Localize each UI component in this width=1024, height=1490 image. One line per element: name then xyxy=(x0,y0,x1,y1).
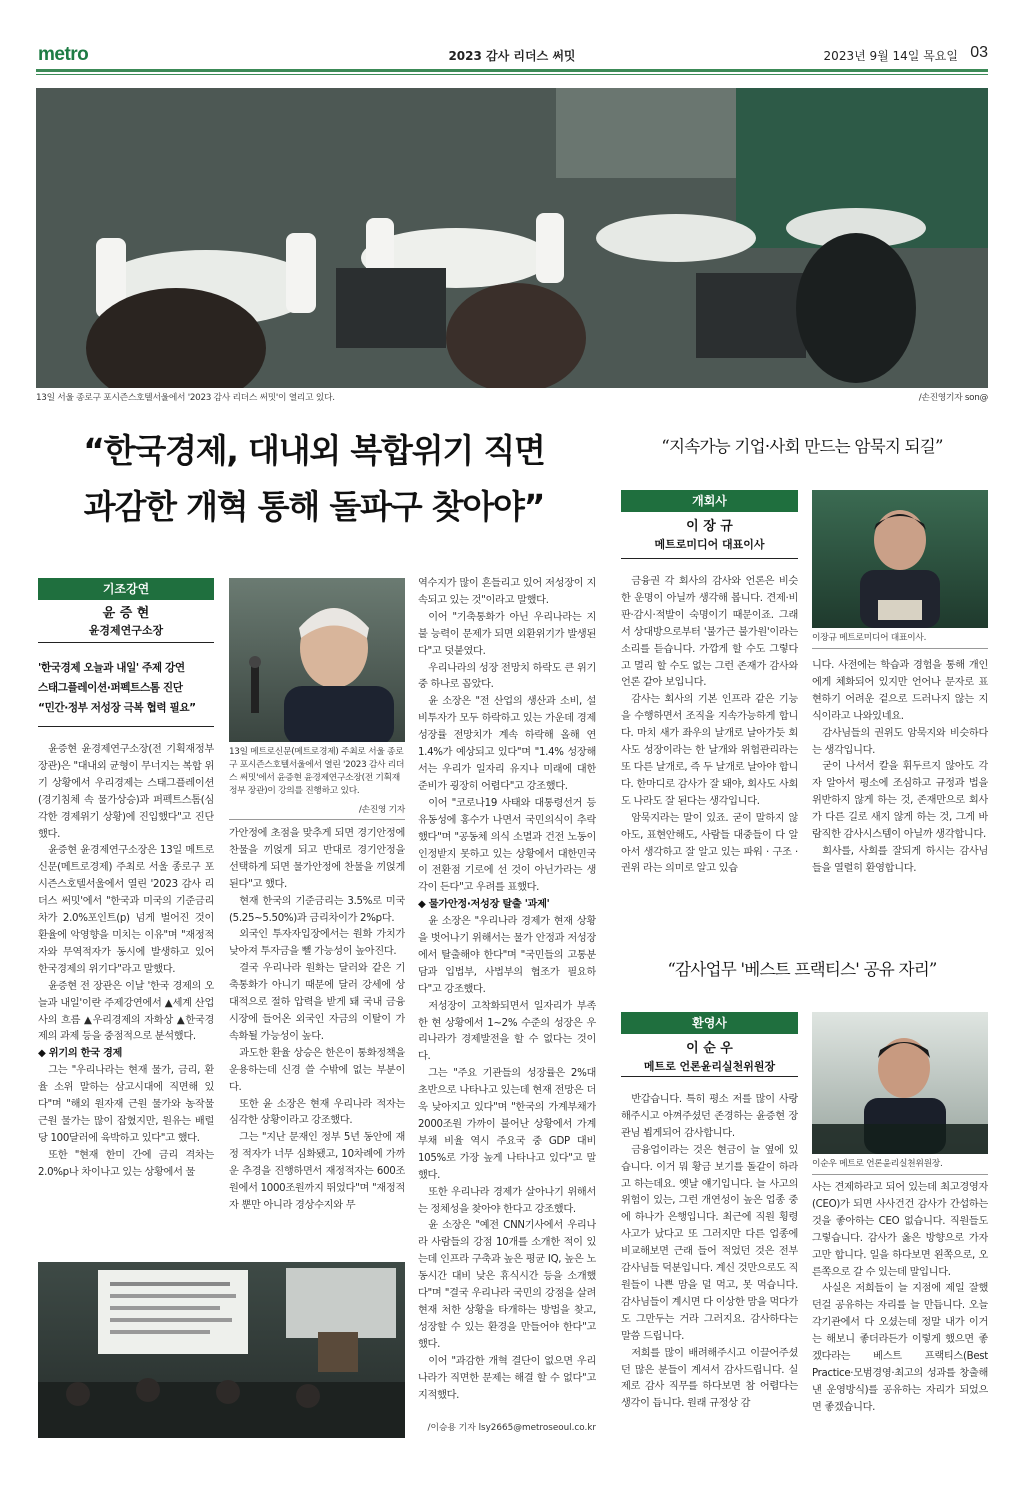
main-headline-line2: 과감한 개혁 통해 돌파구 찾아야” xyxy=(83,487,545,526)
keynote-rule-top xyxy=(38,642,214,643)
paragraph: 그는 "주요 기관들의 성장률은 2%대 초반으로 나타나고 있는데 현재 전망은 더욱 낮아지고 있다"며 "한국의 가계부채가 2000조원 가까이 불어난 상황에서 가계부채 비율 역시 주요국 중 GDP 대비 105%로 가장 높게 나타나고 있다"고 말했다. xyxy=(418,1068,596,1181)
paragraph: 이어 "기축통화가 아닌 우리나라는 지불 능력이 문제가 되면 외환위기가 발생된다"고 덧붙였다. xyxy=(418,611,596,657)
paragraph: 금융업이라는 것은 현금이 늘 옆에 있습니다. 이거 뭐 황금 보기를 돌같이 하라고 하는데요. 옛날 얘기입니다. 늘 사고의 위험이 있는, 그런 개연성이 높은 업종 중에 하나가 은행입니다. 최근에 직원 횡령 사고가 났다고 또 그러지만 다른 업종에 비교해보면 근래 들어 적었던 것은 전부 감사님들 덕분입니다. 계신 것만으로도 직원들이 나쁜 맘을 덜 먹고, 못 먹습니다. 감사님들이 계시면 다 이상한 맘을 먹다가도 그만두는 거라 그러지요. 감사하다는 말씀 드립니다. xyxy=(621,1144,798,1342)
paragraph: 윤 소장은 "전 산업의 생산과 소비, 설비투자가 모두 하락하고 있는 가운데 경제성장률 전망치가 계속 하락해 올해 연 1.4%가 예상되고 있다"며 "1.4% 성장해서는 우리가 일자리 유지나 미래에 대한 준비가 굉장히 어렵다"고 강조했다. xyxy=(418,696,596,792)
paragraph: 니다. 사전에는 학습과 경험을 통해 개인에게 체화되어 있지만 언어나 문자로 표현하기 어려운 겉으로 드러나지 않는 지식이라고 나와있네요. xyxy=(812,660,988,722)
paragraph: 감사는 회사의 기본 인프라 같은 기능을 수행하면서 조직을 지속가능하게 합니다. 마치 새가 좌우의 날개로 날아가듯 회사도 성장이라는 한 날개와 위험관리라는 또 다른 날개로, 즉 두 날개로 날아야 합니다. 한마디로 감사가 잘 돼야, 회사도 사회도 나라도 잘 된다는 생각입니다. xyxy=(621,694,798,807)
welcome-photo-caption: 이순우 메트로 언론윤리실천위원장. xyxy=(812,1159,943,1169)
paragraph: 그는 "우리나라는 현재 물가, 금리, 환율 소위 말하는 삼고시대에 직면해 있다"며 "해외 원자재 근원 물가와 농작물 근원 물가는 많이 잡혔지만, 원유는 배럴당 100달러에 육박하고 있다"고 했다. xyxy=(38,1065,214,1144)
paragraph: 또한 "현재 한미 간에 금리 격차는 2.0%p나 차이나고 있는 상황에서 물 xyxy=(38,1149,214,1178)
keynote-summary-line: “민간·정부 저성장 극복 협력 필요” xyxy=(38,702,196,714)
opening-tag: 개회사 xyxy=(621,490,798,512)
paragraph: 또한 우리나라 경제가 살아나기 위해서는 정체성을 찾아야 한다고 강조했다. xyxy=(418,1186,596,1215)
opening-column-1 xyxy=(621,574,798,910)
keynote-speaker-title: 윤경제연구소장 xyxy=(88,624,164,637)
keynote-column-2 xyxy=(229,826,405,1262)
event-photo-credit: /손진영기자 son@ xyxy=(918,393,988,403)
keynote-summary-line: '한국경제 오늘과 내일' 주제 강연 xyxy=(38,662,185,674)
speaker-portrait-illustration xyxy=(812,1012,988,1154)
keynote-speaker-photo xyxy=(229,578,405,742)
subheading: ◆ 물가안정·저성장 탈출 '과제' xyxy=(418,899,550,911)
paragraph: 윤증현 윤경제연구소장(전 기획재정부 장관)은 "대내외 균형이 무너지는 복합 위기 상황에서 우리경제는 스태그플레이션(경기침체 속 물가상승)과 퍼펙트스톰(심각한 경제위기 상황)에 진입했다"고 진단했다. xyxy=(38,744,214,840)
paragraph: 또한 윤 소장은 현재 우리나라 적자는 심각한 상황이라고 강조했다. xyxy=(229,1098,405,1127)
opening-photo-caption: 이장규 메트로미디어 대표이사. xyxy=(812,633,927,643)
welcome-speaker-title: 메트로 언론윤리실천위원장 xyxy=(643,1060,776,1073)
welcome-rule xyxy=(621,1076,798,1077)
paragraph: 굳이 나서서 칼을 휘두르지 않아도 각자 알아서 평소에 조심하고 규정과 법을 위반하지 않게 하는 것, 존재만으로 회사가 다른 길로 새지 않게 하는 것, 그게 바람직한 감사시스템이 아닐까 생각합니다. xyxy=(812,761,988,841)
paragraph: 이어 "코로나19 사태와 대통령선거 등 유동성에 홍수가 나면서 국민의식이 추락했다"며 "공동체 의식 소멸과 건전 노동이 인정받지 못하고 있는 상황에서 대한민국이 전환점 기로에 선 것이 아닌가라는 생각이 든다"고 우려를 표했다. xyxy=(418,797,596,894)
opening-photo-rule xyxy=(812,648,988,649)
paragraph: 윤 소장은 "우리나라 경제가 현재 상황을 벗어나기 위해서는 물가 안정과 저성장에서 탈출해야 한다"며 "국민들의 고통분담과 입법부, 사법부의 협조가 필요하다"고 강조했다. xyxy=(418,916,596,995)
lecture-hall-illustration xyxy=(38,1262,405,1438)
speaker-portrait-illustration xyxy=(812,490,988,628)
main-headline-line1: “한국경제, 대내외 복합위기 직면 xyxy=(83,431,545,470)
paragraph: 사실은 저희들이 늘 지점에 제일 잘했던걸 공유하는 자리를 늘 만듭니다. 오늘 각기관에서 다 오셨는데 정말 내가 이거는 해보니 좋더라든가 이렇게 했으면 좋겠다라는 베스트 프랙티스(Best Practice·모범경영·최고의 성과를 창출해 낸 운영방식)를 공유하는 자리가 되었으면 좋겠습니다. xyxy=(812,1283,988,1413)
keynote-column-1 xyxy=(38,742,214,1262)
welcome-speaker-name: 이 순 우 xyxy=(686,1041,733,1056)
paragraph: 그는 "지난 문재인 정부 5년 동안에 재정 적자가 너무 심화됐고, 10차례에 가까운 추경을 진행하면서 재정적자는 600조원에서 1000조원까지 뛰었다"며 "재정적자 뿐만 아니라 경상수지와 무 xyxy=(229,1132,405,1211)
keynote-rule-bottom xyxy=(38,726,214,727)
paragraph: 암묵지라는 말이 있죠. 굳이 말하지 않아도, 표현안해도, 사람들 대중들이 다 알아서 생각하고 잘 알고 있는 파워 · 구조 · 권위 라는 의미로 알고 있습 xyxy=(621,812,798,875)
page-number: 03 xyxy=(970,44,988,61)
welcome-tag: 환영사 xyxy=(621,1012,798,1034)
opening-speaker-photo xyxy=(812,490,988,628)
lecture-photo xyxy=(38,1262,405,1438)
keynote-summary xyxy=(38,658,214,718)
paragraph: 윤 소장은 "예전 CNN기사에서 우리나라 사람들의 강점 10개를 소개한 적이 있는데 인프라 구축과 높은 평균 IQ, 높은 노동시간 대비 낮은 휴식시간 등을 소개했다"며 "결국 우리나라 국민의 강점을 살려 현재 처한 상황을 타개하는 방법을 찾고, 성장할 수 있는 환경을 만들어야 한다"고 했다. xyxy=(418,1220,596,1350)
keynote-tag: 기조강연 xyxy=(38,578,214,600)
paragraph: 가안정에 초점을 맞추게 되면 경기안정에 찬물을 끼얹게 되고 반대로 경기안정을 선택하게 되면 물가안정에 찬물을 끼얹게 된다"고 했다. xyxy=(229,828,405,890)
paragraph: 현재 한국의 기준금리는 3.5%로 미국(5.25~5.50%)과 금리차이가 2%p다. xyxy=(229,895,405,924)
paragraph: 결국 우리나라 원화는 달러와 같은 기축통화가 아니기 때문에 달러 강세에 상대적으로 절하 압력을 받게 돼 국내 금융시장에 들어온 외국인 자금의 이탈이 가속화될 가능성이 높다. xyxy=(229,963,405,1042)
paragraph: 역수지가 많이 흔들리고 있어 저성장이 지속되고 있는 것"이라고 말했다. xyxy=(418,578,596,606)
metro-logo: metro xyxy=(38,44,89,65)
event-photo-caption: 13일 서울 종로구 포시즌스호텔서울에서 '2023 감사 리더스 써밋'이 열리고 있다. xyxy=(36,393,335,403)
keynote-byline: /이승용 기자 lsy2665@metroseoul.co.kr xyxy=(427,1423,596,1433)
paragraph: 외국인 투자자입장에서는 원화 가치가 낮아져 투자금을 뺄 가능성이 높아진다. xyxy=(229,929,405,958)
paragraph: 감사님들의 권위도 암묵지와 비슷하다는 생각입니다. xyxy=(812,727,988,756)
opening-column-2 xyxy=(812,658,988,910)
paragraph: 사는 견제하라고 되어 있는데 최고경영자(CEO)가 되면 사사건건 감사가 간섭하는 것을 좋아하는 CEO 없습니다. 직원들도 그렇습니다. 감사가 옳은 방향으로 가자고만 합니다. 일을 하다보면 왼쪽으로, 오른쪽으로 갈 수 있는데 말입니다. xyxy=(812,1182,988,1278)
paragraph: 저희를 많이 배려해주시고 이끌어주셨던 많은 분들이 계셔서 감사드립니다. 실제로 감사 직무를 하다보면 참 어렵다는 생각이 듭니다. 원래 규정상 감 xyxy=(621,1347,798,1410)
paragraph: 회사를, 사회를 잘되게 하시는 감사님들을 열렬히 환영합니다. xyxy=(812,845,988,874)
keynote-photo-credit: /손진영 기자 xyxy=(358,805,405,815)
event-photo xyxy=(36,88,988,388)
keynote-column-3 xyxy=(418,576,596,1414)
paragraph: 금융권 각 회사의 감사와 언론은 비슷한 운명이 아닐까 생각해 봅니다. 견제·비판·감시·적발이 숙명이기 때문이죠. 그래서 상대방으로부터 '불가근 불가원'이라는 소리를 듣습니다. 가깝게 할 수도 그렇다고 멀리 할 수도 없는 그런 존재가 감사와 언론 같아 보입니다. xyxy=(621,576,798,689)
opening-speaker-title: 메트로미디어 대표이사 xyxy=(654,538,765,551)
section-title: 2023 감사 리더스 써밋 xyxy=(448,49,576,63)
welcome-headline: “감사업무 '베스트 프랙티스' 공유 자리” xyxy=(667,960,937,979)
paragraph: 우리나라의 성장 전망치 하락도 큰 위기중 하나로 꼽았다. xyxy=(418,662,596,691)
header-rule-thin xyxy=(36,74,988,75)
keynote-summary-line: 스태그플레이션·퍼펙트스톰 진단 xyxy=(38,682,183,694)
opening-speaker-name: 이 장 규 xyxy=(686,519,733,534)
welcome-speaker-photo xyxy=(812,1012,988,1154)
paragraph: 저성장이 고착화되면서 일자리가 부족한 현 상황에서 1~2% 수준의 성장은 우리나라가 경제발전을 할 수 없다는 것이다. xyxy=(418,1000,596,1063)
paragraph: 과도한 환율 상승은 한은이 통화정책을 운용하는데 신경 쓸 수밖에 없는 부분이다. xyxy=(229,1047,405,1093)
opening-headline: “지속가능 기업·사회 만드는 암묵지 되길” xyxy=(661,437,943,456)
keynote-speaker-name: 윤 증 현 xyxy=(102,606,150,621)
header-rule xyxy=(36,69,988,72)
welcome-photo-rule xyxy=(812,1174,988,1175)
speaker-portrait-illustration xyxy=(229,578,405,742)
welcome-column-1 xyxy=(621,1092,798,1438)
issue-date: 2023년 9월 14일 목요일 xyxy=(823,49,958,63)
paragraph: 윤증현 전 장관은 이날 '한국 경제의 오늘과 내일'이란 주제강연에서 ▲세계 산업사의 흐름 ▲우리경제의 자화상 ▲한국경제의 과제 등을 중점적으로 분석했다. xyxy=(38,980,214,1043)
welcome-column-2 xyxy=(812,1180,988,1438)
keynote-photo-rule xyxy=(229,819,405,820)
paragraph: 윤증현 윤경제연구소장은 13일 메트로신문(메트로경제) 주최로 서울 종로구 포시즌스호텔서울에서 열린 '2023 감사 리더스 써밋'에서 "한국과 미국의 기준금리차가 2.0%포인트(p) 넘게 벌어진 것이 환율에 악영향을 미치는 이유"며 "재정적자와 무역적자가 동시에 발생하고 있어 한국경제의 위기다"라고 말했다. xyxy=(38,845,214,975)
main-headline xyxy=(36,428,592,530)
subheading: ◆ 위기의 한국 경제 xyxy=(38,1048,123,1060)
event-hall-illustration xyxy=(36,88,988,388)
paragraph: 이어 "과감한 개혁 결단이 없으면 우리나라가 직면한 문제는 해결 할 수 없다"고 지적했다. xyxy=(418,1355,596,1401)
keynote-photo-caption: 13일 메트로신문(메트로경제) 주최로 서울 종로구 포시즌스호텔서울에서 열린 '2023 감사 리더스 써밋'에서 윤증현 윤경제연구소장(전 기획재정부 장관)이 강의를 진행하고 있다. xyxy=(229,747,405,796)
opening-rule xyxy=(621,558,798,559)
masthead xyxy=(36,44,988,66)
paragraph: 반갑습니다. 특히 평소 저를 많이 사랑해주시고 아껴주셨던 존경하는 윤증현 장관님 뵙게되어 감사합니다. xyxy=(621,1094,798,1139)
